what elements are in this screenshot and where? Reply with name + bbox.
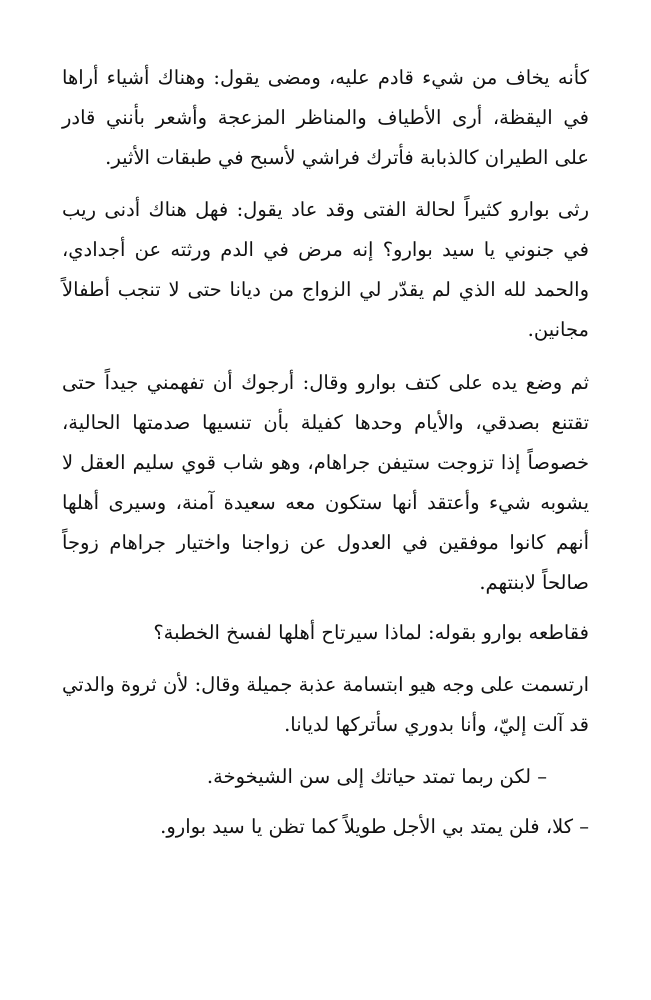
dialogue-line-2: – كلا، فلن يمتد بي الأجل طويلاً كما تظن يا سيد بوارو. [160, 815, 589, 838]
paragraph-5: ارتسمت على وجه هيو ابتسامة عذبة جميلة وقال: لأن ثروة والدتي قد آلت إليّ، وأنا بدوري سأتركها لديانا. [62, 673, 589, 736]
paragraph-3: ثم وضع يده على كتف بوارو وقال: أرجوك أن تفهمني جيداً حتى تقتنع بصدقي، والأيام وحدها كفيلة بأن تنسيها صدمتها الحالية، خصوصاً إذا تزوجت ستيفن جراهام، وهو شاب قوي سليم العقل لا يشوبه شيء وأعتقد أنها ستكون معه سعيدة آمنة، وسيرى أهلها أنهم كانوا موفقين في العدول عن زواجنا واختيار جراهام زوجاً صالحاً لابنتهم. [62, 371, 589, 594]
dialogue-line-1: – لكن ربما تمتد حياتك إلى سن الشيخوخة. [206, 765, 547, 788]
paragraph-4: فقاطعه بوارو بقوله: لماذا سيرتاح أهلها لفسخ الخطبة؟ [153, 621, 589, 644]
paragraph-1: كأنه يخاف من شيء قادم عليه، ومضى يقول: وهناك أشياء أراها في اليقظة، أرى الأطياف والمناظر المزعجة وأشعر بأنني قادر على الطيران كالذبابة فأترك فراشي لأسبح في طبقات الأثير. [62, 66, 589, 169]
paragraph-2: رثى بوارو كثيراً لحالة الفتى وقد عاد يقول: فهل هناك أدنى ريب في جنوني يا سيد بوارو؟ إنه مرض في الدم ورثته عن أجدادي، والحمد لله الذي لم يقدّر لي الزواج من ديانا حتى لا تنجب أطفالاً مجانين. [62, 198, 589, 341]
